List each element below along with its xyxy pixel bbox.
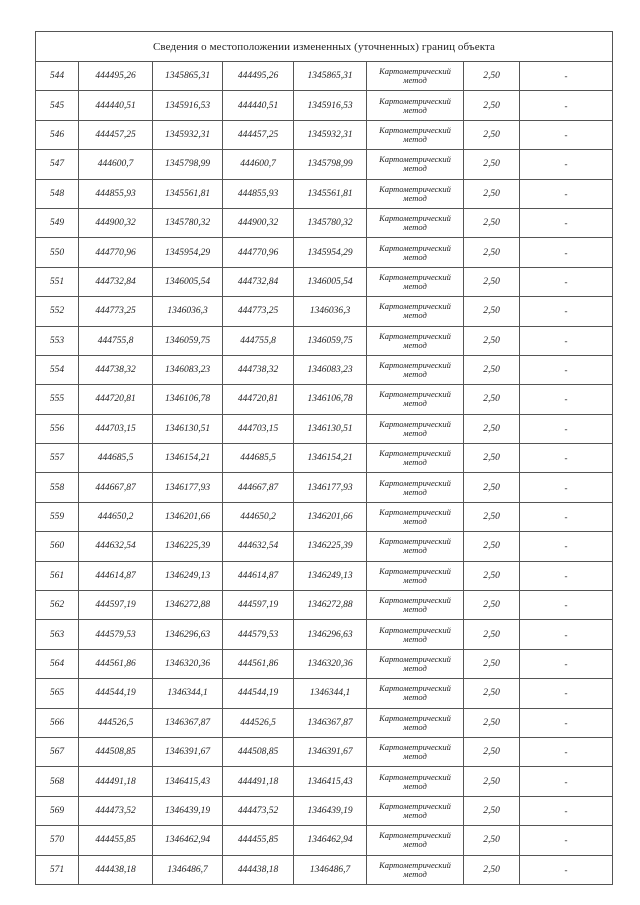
- y-new-cell: 1346320,36: [294, 649, 367, 678]
- x-existing-cell: 444526,5: [79, 708, 153, 737]
- accuracy-cell: 2,50: [464, 414, 520, 443]
- y-new-cell: 1346201,66: [294, 502, 367, 531]
- table-row: [36, 767, 613, 796]
- x-new-cell: 444440,51: [223, 91, 294, 120]
- description-cell: -: [520, 767, 613, 796]
- accuracy-cell: 2,50: [464, 796, 520, 825]
- description-cell: -: [520, 855, 613, 884]
- point-number-cell: 562: [36, 591, 79, 620]
- point-number-cell: 551: [36, 267, 79, 296]
- description-cell: -: [520, 826, 613, 855]
- accuracy-cell: 2,50: [464, 532, 520, 561]
- table-row: [36, 649, 613, 678]
- point-number-cell: 547: [36, 150, 79, 179]
- method-cell: Картометрический метод: [367, 414, 464, 443]
- y-existing-cell: 1346201,66: [153, 502, 223, 531]
- accuracy-cell: 2,50: [464, 561, 520, 590]
- accuracy-cell: 2,50: [464, 855, 520, 884]
- x-existing-cell: 444561,86: [79, 649, 153, 678]
- table-title: Сведения о местоположении измененных (уточненных) границ объекта: [36, 32, 613, 62]
- x-existing-cell: 444440,51: [79, 91, 153, 120]
- table-row: [36, 385, 613, 414]
- x-existing-cell: 444491,18: [79, 767, 153, 796]
- x-existing-cell: 444457,25: [79, 120, 153, 149]
- y-new-cell: 1346036,3: [294, 297, 367, 326]
- point-number-cell: 553: [36, 326, 79, 355]
- description-cell: -: [520, 796, 613, 825]
- table-row: [36, 473, 613, 502]
- method-cell: Картометрический метод: [367, 767, 464, 796]
- description-cell: -: [520, 737, 613, 766]
- y-existing-cell: 1346005,54: [153, 267, 223, 296]
- description-cell: -: [520, 208, 613, 237]
- table-row: [36, 855, 613, 884]
- x-existing-cell: 444770,96: [79, 238, 153, 267]
- x-new-cell: 444561,86: [223, 649, 294, 678]
- x-existing-cell: 444738,32: [79, 355, 153, 384]
- table-title-row: [36, 32, 613, 62]
- x-new-cell: 444614,87: [223, 561, 294, 590]
- x-existing-cell: 444455,85: [79, 826, 153, 855]
- method-cell: Картометрический метод: [367, 297, 464, 326]
- y-existing-cell: 1346367,87: [153, 708, 223, 737]
- x-new-cell: 444755,8: [223, 326, 294, 355]
- table-row: [36, 297, 613, 326]
- y-existing-cell: 1345780,32: [153, 208, 223, 237]
- x-existing-cell: 444632,54: [79, 532, 153, 561]
- point-number-cell: 554: [36, 355, 79, 384]
- point-number-cell: 570: [36, 826, 79, 855]
- x-new-cell: 444738,32: [223, 355, 294, 384]
- y-new-cell: 1345780,32: [294, 208, 367, 237]
- x-existing-cell: 444732,84: [79, 267, 153, 296]
- point-number-cell: 546: [36, 120, 79, 149]
- x-existing-cell: 444855,93: [79, 179, 153, 208]
- method-cell: Картометрический метод: [367, 385, 464, 414]
- accuracy-cell: 2,50: [464, 297, 520, 326]
- description-cell: -: [520, 649, 613, 678]
- x-new-cell: 444855,93: [223, 179, 294, 208]
- description-cell: -: [520, 414, 613, 443]
- method-cell: Картометрический метод: [367, 208, 464, 237]
- x-existing-cell: 444597,19: [79, 591, 153, 620]
- x-existing-cell: 444755,8: [79, 326, 153, 355]
- description-cell: -: [520, 444, 613, 473]
- y-new-cell: 1346106,78: [294, 385, 367, 414]
- y-new-cell: 1346296,63: [294, 620, 367, 649]
- x-existing-cell: 444650,2: [79, 502, 153, 531]
- method-cell: Картометрический метод: [367, 620, 464, 649]
- y-existing-cell: 1346154,21: [153, 444, 223, 473]
- table-row: [36, 267, 613, 296]
- y-new-cell: 1346059,75: [294, 326, 367, 355]
- accuracy-cell: 2,50: [464, 473, 520, 502]
- y-new-cell: 1345954,29: [294, 238, 367, 267]
- x-new-cell: 444720,81: [223, 385, 294, 414]
- y-existing-cell: 1346083,23: [153, 355, 223, 384]
- accuracy-cell: 2,50: [464, 208, 520, 237]
- accuracy-cell: 2,50: [464, 767, 520, 796]
- method-cell: Картометрический метод: [367, 355, 464, 384]
- point-number-cell: 549: [36, 208, 79, 237]
- table-row: [36, 532, 613, 561]
- table-row: [36, 502, 613, 531]
- x-existing-cell: 444900,32: [79, 208, 153, 237]
- boundary-coordinates-table: [35, 31, 613, 885]
- table-row: [36, 150, 613, 179]
- document-sheet: [35, 31, 612, 885]
- accuracy-cell: 2,50: [464, 826, 520, 855]
- x-new-cell: 444900,32: [223, 208, 294, 237]
- point-number-cell: 567: [36, 737, 79, 766]
- point-number-cell: 545: [36, 91, 79, 120]
- x-new-cell: 444579,53: [223, 620, 294, 649]
- description-cell: -: [520, 473, 613, 502]
- y-existing-cell: 1346320,36: [153, 649, 223, 678]
- point-number-cell: 571: [36, 855, 79, 884]
- description-cell: -: [520, 679, 613, 708]
- table-row: [36, 62, 613, 91]
- y-new-cell: 1346391,67: [294, 737, 367, 766]
- method-cell: Картометрический метод: [367, 796, 464, 825]
- table-row: [36, 561, 613, 590]
- x-new-cell: 444508,85: [223, 737, 294, 766]
- description-cell: -: [520, 355, 613, 384]
- point-number-cell: 565: [36, 679, 79, 708]
- point-number-cell: 568: [36, 767, 79, 796]
- point-number-cell: 564: [36, 649, 79, 678]
- method-cell: Картометрический метод: [367, 855, 464, 884]
- point-number-cell: 548: [36, 179, 79, 208]
- accuracy-cell: 2,50: [464, 502, 520, 531]
- table-row: [36, 326, 613, 355]
- x-new-cell: 444600,7: [223, 150, 294, 179]
- description-cell: -: [520, 62, 613, 91]
- y-existing-cell: 1346439,19: [153, 796, 223, 825]
- table-row: [36, 679, 613, 708]
- table-row: [36, 796, 613, 825]
- y-new-cell: 1346415,43: [294, 767, 367, 796]
- accuracy-cell: 2,50: [464, 238, 520, 267]
- x-existing-cell: 444438,18: [79, 855, 153, 884]
- table-row: [36, 414, 613, 443]
- accuracy-cell: 2,50: [464, 708, 520, 737]
- y-existing-cell: 1346225,39: [153, 532, 223, 561]
- method-cell: Картометрический метод: [367, 561, 464, 590]
- x-existing-cell: 444773,25: [79, 297, 153, 326]
- point-number-cell: 559: [36, 502, 79, 531]
- method-cell: Картометрический метод: [367, 737, 464, 766]
- x-new-cell: 444773,25: [223, 297, 294, 326]
- method-cell: Картометрический метод: [367, 120, 464, 149]
- table-row: [36, 444, 613, 473]
- method-cell: Картометрический метод: [367, 150, 464, 179]
- point-number-cell: 561: [36, 561, 79, 590]
- table-row: [36, 238, 613, 267]
- y-new-cell: 1346005,54: [294, 267, 367, 296]
- method-cell: Картометрический метод: [367, 62, 464, 91]
- description-cell: -: [520, 326, 613, 355]
- accuracy-cell: 2,50: [464, 326, 520, 355]
- y-existing-cell: 1346059,75: [153, 326, 223, 355]
- accuracy-cell: 2,50: [464, 591, 520, 620]
- y-existing-cell: 1346391,67: [153, 737, 223, 766]
- point-number-cell: 557: [36, 444, 79, 473]
- x-new-cell: 444667,87: [223, 473, 294, 502]
- accuracy-cell: 2,50: [464, 150, 520, 179]
- point-number-cell: 560: [36, 532, 79, 561]
- method-cell: Картометрический метод: [367, 179, 464, 208]
- y-existing-cell: 1345798,99: [153, 150, 223, 179]
- point-number-cell: 544: [36, 62, 79, 91]
- y-new-cell: 1346154,21: [294, 444, 367, 473]
- table-row: [36, 620, 613, 649]
- method-cell: Картометрический метод: [367, 649, 464, 678]
- method-cell: Картометрический метод: [367, 267, 464, 296]
- x-new-cell: 444526,5: [223, 708, 294, 737]
- method-cell: Картометрический метод: [367, 91, 464, 120]
- description-cell: -: [520, 708, 613, 737]
- y-existing-cell: 1346462,94: [153, 826, 223, 855]
- x-existing-cell: 444544,19: [79, 679, 153, 708]
- y-new-cell: 1346272,88: [294, 591, 367, 620]
- method-cell: Картометрический метод: [367, 473, 464, 502]
- x-new-cell: 444473,52: [223, 796, 294, 825]
- accuracy-cell: 2,50: [464, 620, 520, 649]
- description-cell: -: [520, 179, 613, 208]
- x-existing-cell: 444720,81: [79, 385, 153, 414]
- table-row: [36, 355, 613, 384]
- method-cell: Картометрический метод: [367, 708, 464, 737]
- x-new-cell: 444491,18: [223, 767, 294, 796]
- point-number-cell: 566: [36, 708, 79, 737]
- y-existing-cell: 1346272,88: [153, 591, 223, 620]
- table-row: [36, 179, 613, 208]
- x-existing-cell: 444600,7: [79, 150, 153, 179]
- y-existing-cell: 1345865,31: [153, 62, 223, 91]
- point-number-cell: 556: [36, 414, 79, 443]
- description-cell: -: [520, 91, 613, 120]
- description-cell: -: [520, 561, 613, 590]
- y-existing-cell: 1346177,93: [153, 473, 223, 502]
- y-existing-cell: 1346249,13: [153, 561, 223, 590]
- accuracy-cell: 2,50: [464, 91, 520, 120]
- y-existing-cell: 1346106,78: [153, 385, 223, 414]
- point-number-cell: 558: [36, 473, 79, 502]
- accuracy-cell: 2,50: [464, 355, 520, 384]
- y-existing-cell: 1346296,63: [153, 620, 223, 649]
- y-existing-cell: 1345916,53: [153, 91, 223, 120]
- y-new-cell: 1346177,93: [294, 473, 367, 502]
- y-new-cell: 1345916,53: [294, 91, 367, 120]
- description-cell: -: [520, 150, 613, 179]
- x-existing-cell: 444495,26: [79, 62, 153, 91]
- x-new-cell: 444685,5: [223, 444, 294, 473]
- x-new-cell: 444703,15: [223, 414, 294, 443]
- point-number-cell: 555: [36, 385, 79, 414]
- y-new-cell: 1346130,51: [294, 414, 367, 443]
- accuracy-cell: 2,50: [464, 179, 520, 208]
- point-number-cell: 569: [36, 796, 79, 825]
- y-new-cell: 1345798,99: [294, 150, 367, 179]
- description-cell: -: [520, 267, 613, 296]
- x-existing-cell: 444703,15: [79, 414, 153, 443]
- y-new-cell: 1346462,94: [294, 826, 367, 855]
- y-existing-cell: 1345954,29: [153, 238, 223, 267]
- x-existing-cell: 444685,5: [79, 444, 153, 473]
- method-cell: Картометрический метод: [367, 502, 464, 531]
- x-new-cell: 444457,25: [223, 120, 294, 149]
- y-existing-cell: 1346130,51: [153, 414, 223, 443]
- description-cell: -: [520, 297, 613, 326]
- x-existing-cell: 444614,87: [79, 561, 153, 590]
- accuracy-cell: 2,50: [464, 679, 520, 708]
- description-cell: -: [520, 591, 613, 620]
- x-new-cell: 444770,96: [223, 238, 294, 267]
- table-row: [36, 208, 613, 237]
- y-new-cell: 1346367,87: [294, 708, 367, 737]
- table-row: [36, 708, 613, 737]
- x-existing-cell: 444579,53: [79, 620, 153, 649]
- y-new-cell: 1346249,13: [294, 561, 367, 590]
- x-existing-cell: 444508,85: [79, 737, 153, 766]
- description-cell: -: [520, 620, 613, 649]
- y-existing-cell: 1346344,1: [153, 679, 223, 708]
- method-cell: Картометрический метод: [367, 591, 464, 620]
- y-existing-cell: 1346415,43: [153, 767, 223, 796]
- method-cell: Картометрический метод: [367, 679, 464, 708]
- accuracy-cell: 2,50: [464, 649, 520, 678]
- description-cell: -: [520, 385, 613, 414]
- y-existing-cell: 1345932,31: [153, 120, 223, 149]
- y-existing-cell: 1346486,7: [153, 855, 223, 884]
- table-row: [36, 591, 613, 620]
- accuracy-cell: 2,50: [464, 62, 520, 91]
- x-new-cell: 444632,54: [223, 532, 294, 561]
- x-new-cell: 444732,84: [223, 267, 294, 296]
- y-existing-cell: 1346036,3: [153, 297, 223, 326]
- y-new-cell: 1346344,1: [294, 679, 367, 708]
- x-new-cell: 444455,85: [223, 826, 294, 855]
- x-new-cell: 444597,19: [223, 591, 294, 620]
- table-row: [36, 737, 613, 766]
- y-new-cell: 1345932,31: [294, 120, 367, 149]
- accuracy-cell: 2,50: [464, 267, 520, 296]
- y-new-cell: 1345561,81: [294, 179, 367, 208]
- description-cell: -: [520, 120, 613, 149]
- accuracy-cell: 2,50: [464, 120, 520, 149]
- x-new-cell: 444438,18: [223, 855, 294, 884]
- point-number-cell: 552: [36, 297, 79, 326]
- x-new-cell: 444544,19: [223, 679, 294, 708]
- x-existing-cell: 444667,87: [79, 473, 153, 502]
- method-cell: Картометрический метод: [367, 238, 464, 267]
- point-number-cell: 550: [36, 238, 79, 267]
- x-new-cell: 444495,26: [223, 62, 294, 91]
- y-existing-cell: 1345561,81: [153, 179, 223, 208]
- description-cell: -: [520, 502, 613, 531]
- table-row: [36, 120, 613, 149]
- method-cell: Картометрический метод: [367, 826, 464, 855]
- accuracy-cell: 2,50: [464, 385, 520, 414]
- description-cell: -: [520, 532, 613, 561]
- y-new-cell: 1346083,23: [294, 355, 367, 384]
- method-cell: Картометрический метод: [367, 444, 464, 473]
- x-new-cell: 444650,2: [223, 502, 294, 531]
- method-cell: Картометрический метод: [367, 326, 464, 355]
- accuracy-cell: 2,50: [464, 737, 520, 766]
- description-cell: -: [520, 238, 613, 267]
- method-cell: Картометрический метод: [367, 532, 464, 561]
- y-new-cell: 1346225,39: [294, 532, 367, 561]
- x-existing-cell: 444473,52: [79, 796, 153, 825]
- y-new-cell: 1345865,31: [294, 62, 367, 91]
- point-number-cell: 563: [36, 620, 79, 649]
- table-row: [36, 826, 613, 855]
- y-new-cell: 1346439,19: [294, 796, 367, 825]
- table-row: [36, 91, 613, 120]
- y-new-cell: 1346486,7: [294, 855, 367, 884]
- accuracy-cell: 2,50: [464, 444, 520, 473]
